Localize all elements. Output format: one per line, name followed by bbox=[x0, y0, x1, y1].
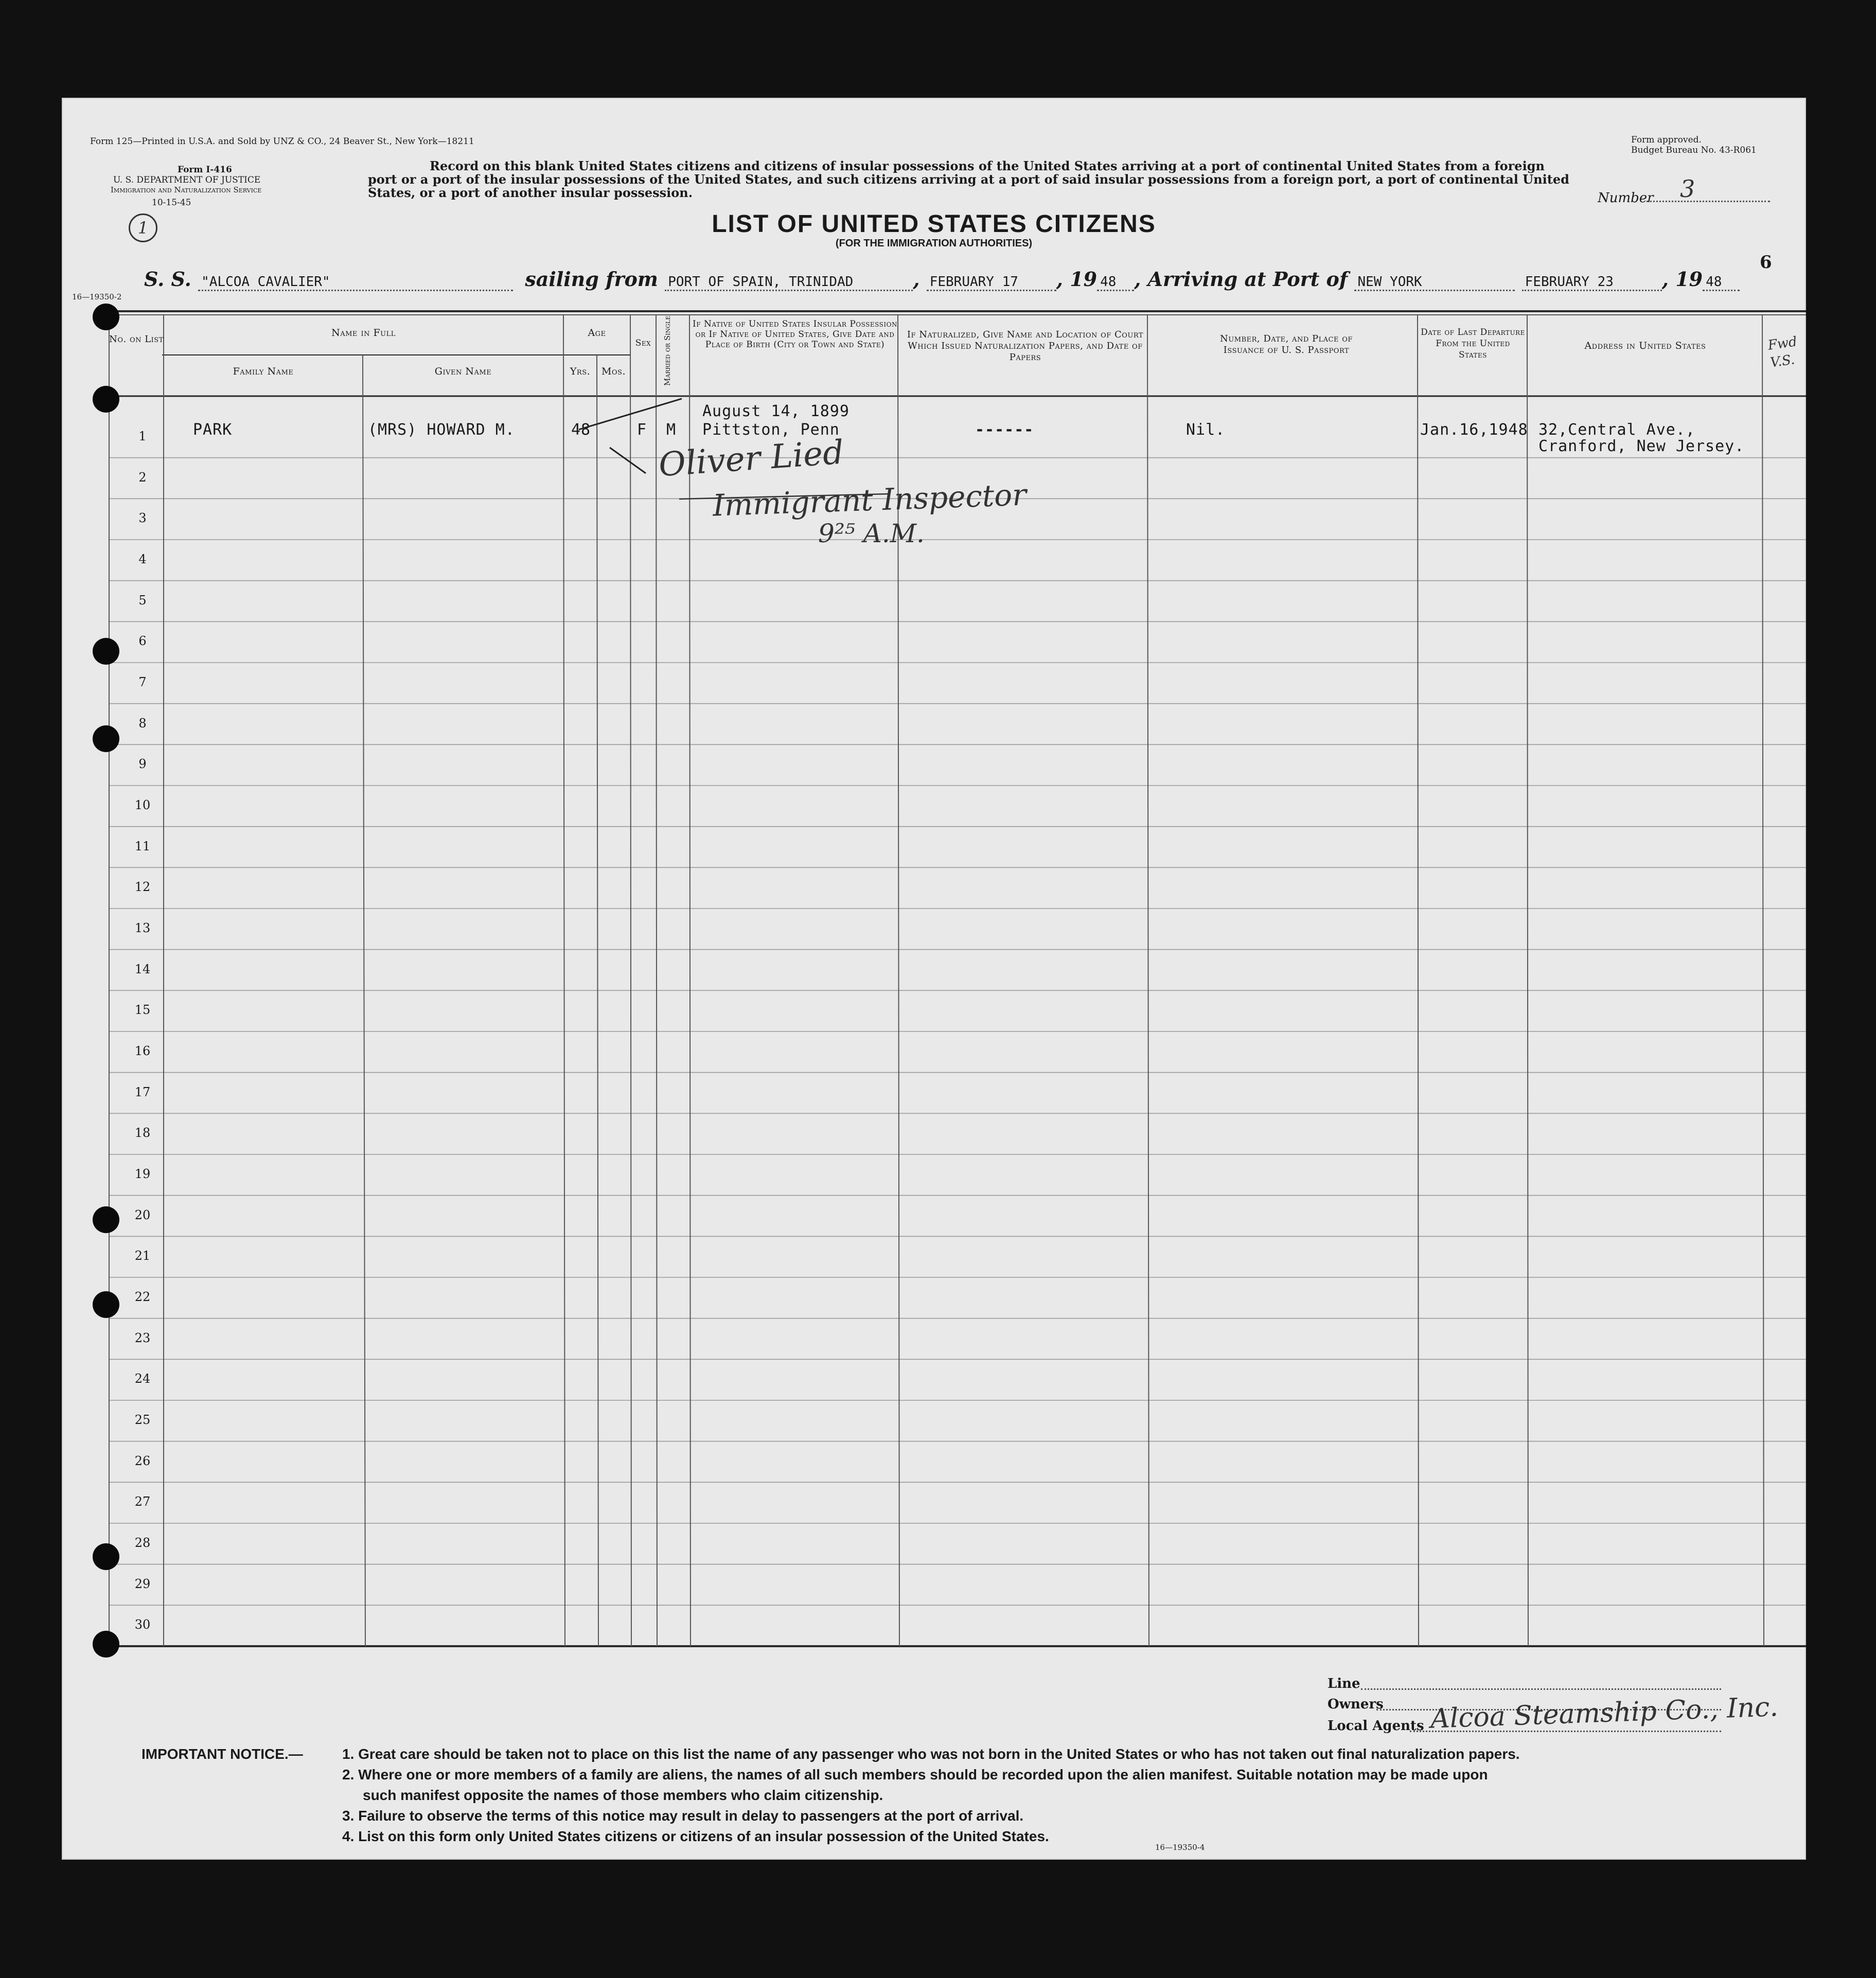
col-address: Address in United States bbox=[1584, 340, 1706, 351]
row-number: 11 bbox=[134, 839, 151, 853]
row-number: 4 bbox=[138, 551, 147, 566]
entry-naturalized: ------ bbox=[975, 421, 1034, 439]
col-age: Age bbox=[588, 327, 606, 338]
col-native: If Native of United States Insular Possession or If Native of United States, Give Date and Place of Birth (City or Town and State) bbox=[693, 319, 897, 350]
notice-4: 4. List on this form only United States citizens or citizens of an insular possession of the United States. bbox=[342, 1828, 1049, 1844]
row-number: 2 bbox=[138, 470, 147, 485]
instructions: Record on this blank United States citizens and citizens of insular possessions of the United States arriving at a port of continental United States from a foreign port or a port of the insular possessions of the United States, and such citizens arriving at a port of said insular possessions from a foreign port, a port of continental United States, or a port of another insular possession. bbox=[368, 158, 1569, 200]
col-married-single: Married or Single bbox=[663, 315, 672, 386]
row-number: 25 bbox=[134, 1412, 151, 1427]
circled-mark: 1 bbox=[129, 213, 157, 242]
arriving-label: Arriving at Port of bbox=[1147, 268, 1348, 291]
owners-label: Owners bbox=[1328, 1697, 1384, 1712]
depart-month-day: FEBRUARY 17 bbox=[927, 274, 1056, 291]
row-number: 1 bbox=[138, 429, 147, 443]
row-number: 24 bbox=[134, 1371, 151, 1386]
row-number: 29 bbox=[134, 1576, 151, 1591]
line-field bbox=[1361, 1688, 1721, 1690]
col-no-on-list: No. on List bbox=[109, 334, 164, 345]
arrive-year: 48 bbox=[1703, 274, 1740, 291]
number-value: 3 bbox=[1680, 175, 1695, 203]
row-number: 6 bbox=[138, 634, 147, 649]
row-number: 14 bbox=[134, 961, 151, 976]
ss-label: S. S. bbox=[144, 268, 191, 291]
voyage-line: S. S. "ALCOA CAVALIER" sailing from PORT OF SPAIN, TRINIDAD , FEBRUARY 17 , 19 48 , Arriving at Port of NEW YORK FEBRUARY 23 , 19 48 bbox=[144, 268, 1740, 291]
form-approved: Form approved. bbox=[1631, 135, 1702, 145]
entry-address-line1: 32,Central Ave., bbox=[1538, 421, 1695, 439]
agents-signature: Alcoa Steamship Co., Inc. bbox=[1430, 1691, 1779, 1735]
punch-hole bbox=[93, 1631, 119, 1658]
notice-1: 1. Great care should be taken not to place on this list the name of any passenger who was not born in the United States or who has not taken out final naturalization papers. bbox=[342, 1746, 1520, 1762]
footer-code: 16—19350-4 bbox=[1155, 1843, 1205, 1852]
row-number: 22 bbox=[134, 1289, 151, 1304]
service: Immigration and Naturalization Service bbox=[111, 185, 262, 194]
col-mos: Mos. bbox=[601, 366, 626, 377]
punch-hole bbox=[93, 638, 119, 665]
row-number: 21 bbox=[134, 1249, 151, 1263]
entry-address-line2: Cranford, New Jersey. bbox=[1538, 437, 1745, 455]
row-number: 15 bbox=[134, 1003, 151, 1018]
col-last-departure: Date of Last Departure From the United States bbox=[1421, 327, 1525, 360]
budget-bureau: Budget Bureau No. 43-R061 bbox=[1631, 145, 1757, 155]
punch-hole bbox=[93, 304, 119, 330]
punch-hole bbox=[93, 1291, 119, 1318]
row-number: 10 bbox=[134, 797, 151, 812]
department: U. S. DEPARTMENT OF JUSTICE bbox=[113, 175, 261, 185]
manifest-sheet bbox=[62, 98, 1806, 1860]
col-sex: Sex bbox=[635, 338, 651, 348]
inspector-time: 9²⁵ A.M. bbox=[818, 519, 925, 548]
entry-last-departure: Jan.16,1948 bbox=[1420, 421, 1528, 439]
entry-passport: Nil. bbox=[1186, 421, 1226, 439]
entry-birth-place: Pittston, Penn bbox=[702, 421, 840, 439]
notice-heading: IMPORTANT NOTICE.— bbox=[141, 1746, 303, 1762]
row-number: 3 bbox=[138, 511, 147, 526]
row-number: 9 bbox=[138, 757, 147, 772]
row-number: 5 bbox=[138, 593, 147, 608]
form-id: Form I-416 bbox=[178, 165, 232, 175]
punch-hole bbox=[93, 1206, 119, 1233]
entry-age-yrs: 48 bbox=[571, 421, 591, 439]
line-label: Line bbox=[1328, 1676, 1360, 1691]
from-port: PORT OF SPAIN, TRINIDAD bbox=[665, 274, 913, 291]
page-subtitle: (FOR THE IMMIGRATION AUTHORITIES) bbox=[835, 238, 1033, 249]
inspector-title: Immigrant Inspector bbox=[712, 477, 1027, 523]
entry-birth-date: August 14, 1899 bbox=[702, 402, 849, 420]
col-naturalized: If Naturalized, Give Name and Location of Court Which Issued Naturalization Papers, and Date of Papers bbox=[907, 329, 1144, 363]
punch-hole bbox=[93, 725, 119, 752]
arrival-port: NEW YORK bbox=[1354, 274, 1515, 291]
side-number: 6 bbox=[1760, 252, 1772, 273]
col-family-name: Family Name bbox=[233, 366, 294, 377]
col-given-name: Given Name bbox=[434, 366, 492, 377]
sailing-label: sailing from bbox=[525, 268, 659, 291]
row-number: 7 bbox=[138, 674, 147, 689]
notice-2a: 2. Where one or more members of a family are aliens, the names of all such members should be recorded upon the alien manifest. Suitable notation may be made upon bbox=[342, 1767, 1488, 1783]
row-number: 30 bbox=[134, 1617, 151, 1632]
depart-year-prefix: 19 bbox=[1070, 268, 1098, 291]
entry-sex: F bbox=[637, 421, 647, 439]
agents-label: Local Agents bbox=[1328, 1718, 1424, 1734]
row-number: 26 bbox=[134, 1453, 151, 1468]
punch-hole bbox=[93, 386, 119, 413]
row-number: 27 bbox=[134, 1494, 151, 1509]
annotation-strokes bbox=[62, 98, 1806, 1860]
depart-year: 48 bbox=[1097, 274, 1134, 291]
row-number: 20 bbox=[134, 1207, 151, 1222]
row-number: 12 bbox=[134, 880, 151, 895]
printer-line: Form 125—Printed in U.S.A. and Sold by UNZ & CO., 24 Beaver St., New York—18211 bbox=[90, 136, 474, 147]
entry-given-name: (MRS) HOWARD M. bbox=[368, 421, 515, 439]
notice-2b: such manifest opposite the names of those members who claim citizenship. bbox=[363, 1787, 883, 1803]
margin-note: Fwd V.S. bbox=[1766, 334, 1798, 371]
side-code: 16—19350-2 bbox=[72, 292, 122, 301]
col-yrs: Yrs. bbox=[570, 366, 591, 377]
row-number: 19 bbox=[134, 1166, 151, 1181]
col-passport: Number, Date, and Place of Issuance of U. S. Passport bbox=[1220, 333, 1353, 355]
row-number: 28 bbox=[134, 1535, 151, 1550]
ship-name: "ALCOA CAVALIER" bbox=[198, 274, 513, 291]
arrive-year-prefix: 19 bbox=[1675, 268, 1703, 291]
row-number: 18 bbox=[134, 1126, 151, 1141]
form-date: 10-15-45 bbox=[152, 198, 191, 208]
col-name-in-full: Name in Full bbox=[331, 327, 396, 338]
row-number: 8 bbox=[138, 716, 147, 730]
entry-family-name: PARK bbox=[193, 421, 233, 439]
number-label: Number bbox=[1598, 190, 1654, 206]
row-number: 13 bbox=[134, 920, 151, 935]
row-number: 23 bbox=[134, 1330, 151, 1345]
punch-hole bbox=[93, 1543, 119, 1570]
row-number: 17 bbox=[134, 1084, 151, 1099]
arrive-month-day: FEBRUARY 23 bbox=[1522, 274, 1662, 291]
entry-marital: M bbox=[666, 421, 677, 439]
inspector-signature: Oliver Lied bbox=[657, 433, 845, 485]
row-number: 16 bbox=[134, 1043, 151, 1058]
notice-3: 3. Failure to observe the terms of this notice may result in delay to passengers at the port of arrival. bbox=[342, 1808, 1024, 1824]
page-title: LIST OF UNITED STATES CITIZENS bbox=[712, 210, 1156, 238]
